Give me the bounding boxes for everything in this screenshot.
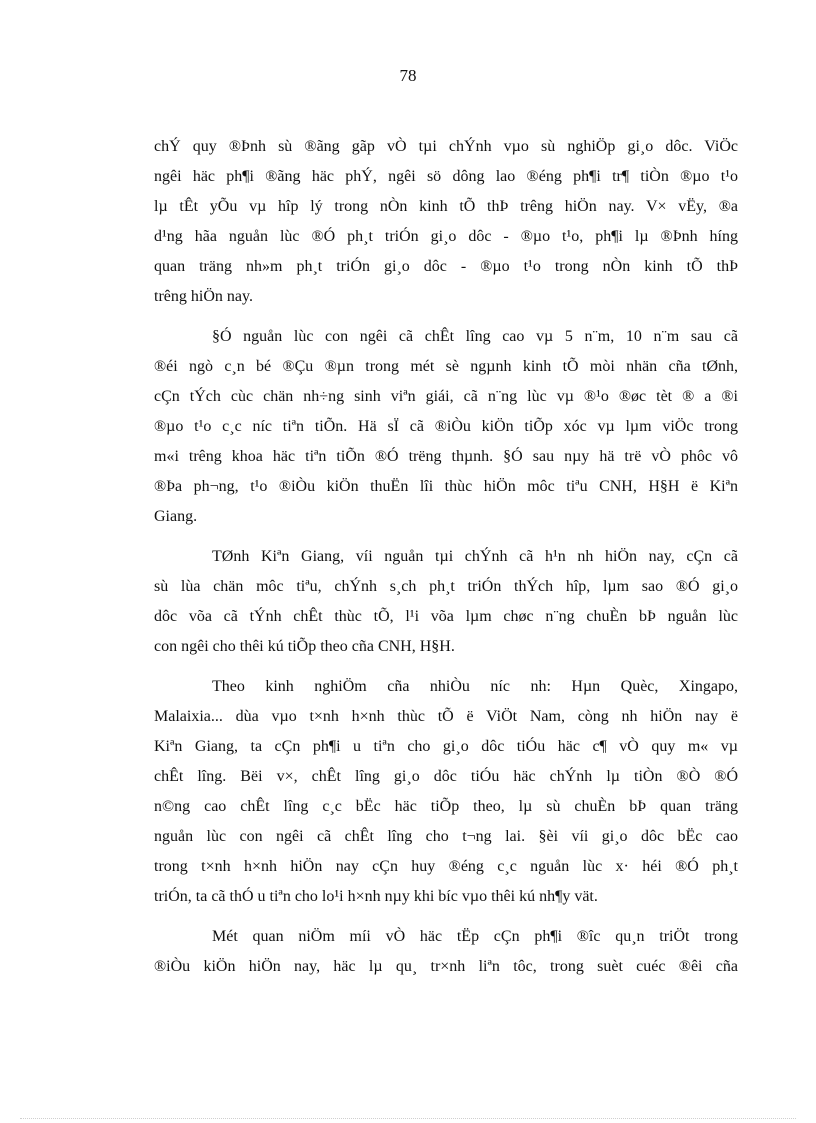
text-line: Theo kinh nghiÖm cña nhiÒu níc nh: Hµn Quèc, Xingapo, <box>212 678 738 695</box>
text-line: Giang. <box>154 508 198 525</box>
text-line: Kiªn Giang, ta cÇn ph¶i u tiªn cho gi¸o dôc tiÓu häc c¶ vÒ quy m« vµ <box>154 738 738 755</box>
paragraph <box>154 132 738 312</box>
text-line: quan träng nh»m ph¸t triÓn gi¸o dôc - ®µo t¹o trong nÒn kinh tÕ thÞ <box>154 258 738 275</box>
text-line: ®éi ngò c¸n bé ®Çu ®µn trong mét sè ngµnh kinh tÕ mòi nhän cña tØnh, <box>154 358 738 375</box>
text-line: ®iÒu kiÖn hiÖn nay, häc lµ qu¸ tr×nh liªn tôc, trong suèt cuéc ®êi cña <box>154 958 738 975</box>
text-line: §Ó nguån lùc con ngêi cã chÊt lîng cao vµ 5 n¨m, 10 n¨m sau cã <box>212 328 738 345</box>
text-line: dôc võa cã tÝnh chÊt thùc tÕ, l¹i võa lµm chøc n¨ng chuÈn bÞ nguån lùc <box>154 608 738 625</box>
page-number: 78 <box>399 66 417 85</box>
text-line: trong t×nh h×nh hiÖn nay cÇn huy ®éng c¸c nguån lùc x· héi ®Ó ph¸t <box>154 858 738 875</box>
text-line: Mét quan niÖm míi vÒ häc tËp cÇn ph¶i ®îc qu¸n triÖt trong <box>212 928 738 945</box>
text-line: nguån lùc con ngêi cã chÊt lîng cho t¬ng lai. §èi víi gi¸o dôc bËc cao <box>154 828 738 845</box>
paragraph <box>154 922 738 982</box>
text-line: TØnh Kiªn Giang, víi nguån tµi chÝnh cã h¹n nh hiÖn nay, cÇn cã <box>212 548 738 565</box>
body-text <box>154 132 738 992</box>
text-line: trêng hiÖn nay. <box>154 288 253 305</box>
text-line: triÓn, ta cã thÓ u tiªn cho lo¹i h×nh nµy khi bíc vµo thêi kú nh¶y vät. <box>154 888 598 905</box>
paragraph <box>154 322 738 532</box>
text-line: d¹ng hãa nguån lùc ®Ó ph¸t triÓn gi¸o dôc - ®µo t¹o, ph¶i lµ ®Þnh híng <box>154 228 738 245</box>
text-line: chÊt lîng. Bëi v×, chÊt lîng gi¸o dôc tiÓu häc chÝnh lµ tiÒn ®Ò ®Ó <box>154 768 738 785</box>
paragraph <box>154 542 738 662</box>
text-line: lµ tÊt yÕu vµ hîp lý trong nÒn kinh tÕ thÞ trêng hiÖn nay. V× vËy, ®a <box>154 198 738 215</box>
text-line: m«i trêng khoa häc tiªn tiÕn ®Ó trëng thµnh. §Ó sau nµy hä trë vÒ phôc vô <box>154 448 738 465</box>
page-bottom-divider <box>20 1118 796 1119</box>
text-line: cÇn tÝch cùc chän nh÷ng sinh viªn giái, cã n¨ng lùc vµ ®¹o ®øc tèt ® a ®i <box>154 388 738 405</box>
text-line: ®Þa ph¬ng, t¹o ®iÒu kiÖn thuËn lîi thùc hiÖn môc tiªu CNH, H§H ë Kiªn <box>154 478 738 495</box>
text-line: n©ng cao chÊt lîng c¸c bËc häc tiÕp theo, lµ sù chuÈn bÞ quan träng <box>154 798 738 815</box>
text-line: sù lùa chän môc tiªu, chÝnh s¸ch ph¸t triÓn thÝch hîp, lµm sao ®Ó gi¸o <box>154 578 738 595</box>
text-line: chÝ quy ®Þnh sù ®ãng gãp vÒ tµi chÝnh vµo sù nghiÖp gi¸o dôc. ViÖc <box>154 138 738 155</box>
text-line: con ngêi cho thêi kú tiÕp theo cña CNH, H§H. <box>154 638 455 655</box>
text-line: ®µo t¹o c¸c níc tiªn tiÕn. Hä sÏ cã ®iÒu kiÖn tiÕp xóc vµ lµm viÖc trong <box>154 418 738 435</box>
text-line: ngêi häc ph¶i ®ãng häc phÝ, ngêi sö dông lao ®éng ph¶i tr¶ tiÒn ®µo t¹o <box>154 168 738 185</box>
text-line: Malaixia... dùa vµo t×nh h×nh thùc tÕ ë ViÖt Nam, còng nh hiÖn nay ë <box>154 708 738 725</box>
paragraph <box>154 672 738 912</box>
